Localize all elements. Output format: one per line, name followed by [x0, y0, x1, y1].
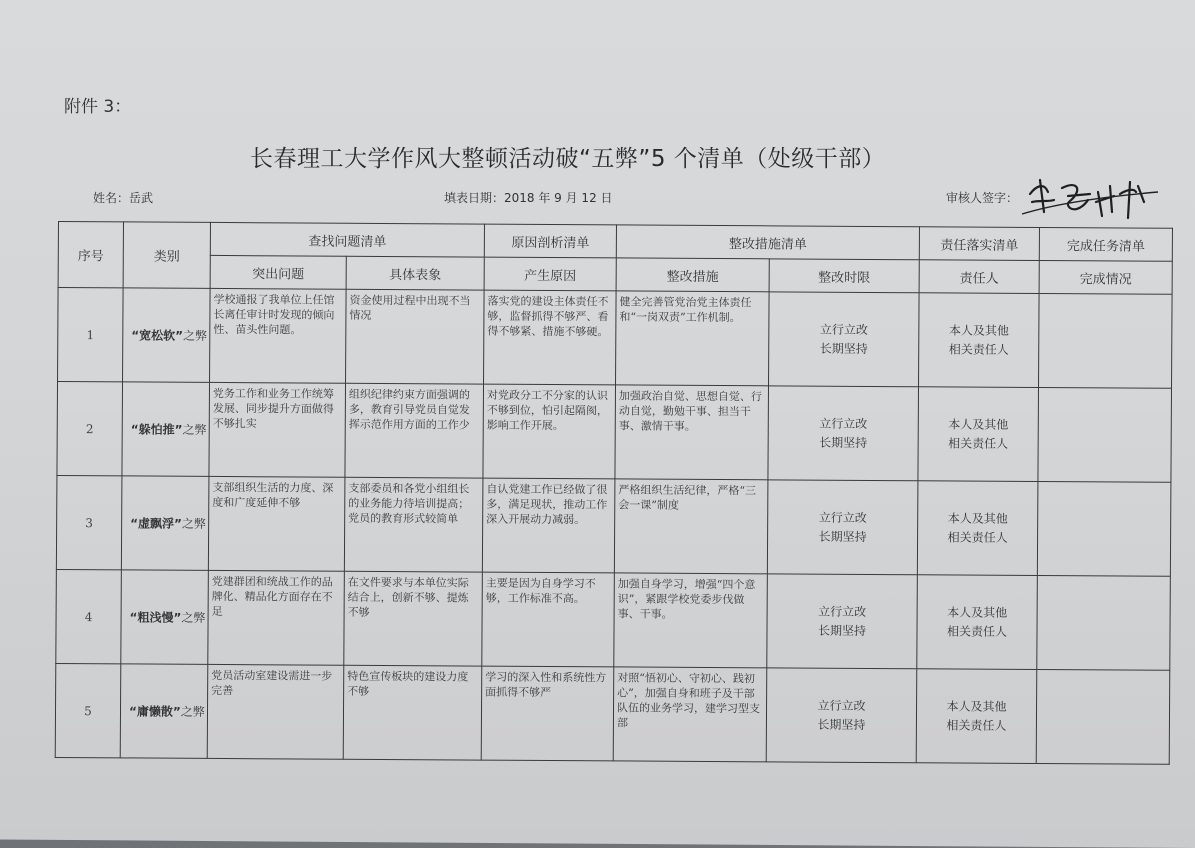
row-person — [916, 669, 1037, 764]
five-lists-table — [55, 221, 1173, 765]
header-group-done: 完成任务清单 — [1039, 227, 1172, 261]
row-issue: 党务工作和业务工作统筹发展、同步提升方面做得不够扎实 — [209, 382, 346, 477]
person-line-2: 相关责任人 — [948, 341, 1009, 357]
category-name: “虚飘浮” — [130, 515, 182, 531]
header-cause: 产生原因 — [484, 257, 616, 291]
deadline-line-2: 长期坚持 — [817, 623, 867, 638]
person-line-1: 本人及其他 — [947, 604, 1008, 620]
table-row — [55, 663, 1170, 764]
row-status — [1039, 293, 1173, 388]
person-line-2: 相关责任人 — [948, 435, 1009, 451]
deadline-line-1: 立行立改 — [819, 416, 868, 431]
header-symptom: 具体表象 — [346, 256, 484, 290]
row-symptom: 特色宣传板块的建设力度不够 — [343, 665, 482, 760]
row-deadline — [767, 480, 918, 575]
deadline-line-2: 长期坚持 — [817, 717, 866, 732]
name-label: 姓名：岳武 — [93, 191, 154, 205]
row-cause: 学习的深入性和系统性方面抓得不够严 — [481, 666, 614, 761]
category-name: “粗浅慢” — [129, 609, 182, 625]
deadline-line-1: 立行立改 — [819, 322, 868, 337]
category-suffix: 之弊 — [181, 516, 206, 531]
attachment-label: 附件 3： — [64, 97, 132, 117]
row-category — [121, 570, 209, 665]
document-title: 长春理工大学作风大整顿活动破“五弊”5 个清单（处级干部） — [250, 146, 886, 172]
category-suffix: 之弊 — [180, 704, 205, 719]
header-issue: 突出问题 — [210, 255, 346, 289]
header-seq: 序号 — [58, 222, 123, 288]
row-issue: 党建群团和统战工作的品牌化、精品化方面存在不足 — [208, 570, 345, 665]
row-symptom: 资金使用过程中出现不当情况 — [346, 289, 485, 384]
category-name: “庸懒散” — [128, 703, 181, 719]
person-line-2: 相关责任人 — [947, 529, 1008, 545]
deadline-line-1: 立行立改 — [817, 698, 866, 713]
row-person — [917, 481, 1038, 576]
row-cause: 落实党的建设主体责任不够，监督抓得不够严、看得不够紧、措施不够硬。 — [484, 290, 617, 385]
row-category — [121, 476, 209, 571]
row-deadline — [767, 574, 918, 669]
row-issue: 党员活动室建设需进一步完善 — [207, 664, 344, 759]
person-line-1: 本人及其他 — [946, 698, 1007, 714]
row-person — [918, 387, 1039, 482]
row-deadline — [768, 386, 919, 481]
handwritten-signature — [1018, 172, 1168, 227]
table-row — [57, 382, 1172, 483]
row-status — [1036, 669, 1170, 764]
category-suffix: 之弊 — [183, 328, 208, 343]
row-cause: 自认党建工作已经做了很多，满足现状，推动工作深入开展动力减弱。 — [482, 478, 615, 573]
row-measure: 加强政治自觉、思想自觉、行动自觉，勤勉干事、担当干事、激情干事。 — [615, 385, 769, 480]
deadline-line-2: 长期坚持 — [819, 341, 868, 356]
header-deadline: 整改时限 — [769, 259, 919, 293]
row-seq: 3 — [56, 475, 122, 569]
header-group-fix: 整改措施清单 — [616, 225, 919, 260]
header-status: 完成情况 — [1039, 260, 1172, 294]
person-line-1: 本人及其他 — [947, 510, 1008, 526]
person-line-2: 相关责任人 — [946, 623, 1008, 639]
deadline-line-2: 长期坚持 — [818, 529, 867, 544]
deadline-line-1: 立行立改 — [818, 510, 867, 525]
row-person — [917, 575, 1038, 670]
header-category: 类别 — [123, 222, 210, 289]
row-measure: 严格组织生活纪律，严格“三会一课”制度 — [614, 479, 768, 574]
header-measure: 整改措施 — [616, 258, 769, 292]
header-group-resp: 责任落实清单 — [919, 227, 1039, 261]
person-line-2: 相关责任人 — [946, 717, 1007, 733]
row-seq: 5 — [55, 663, 121, 757]
row-status — [1037, 481, 1171, 576]
row-measure: 加强自身学习，增强“四个意识”，紧跟学校党委步伐做事、干事。 — [614, 573, 768, 668]
category-suffix: 之弊 — [181, 610, 206, 625]
row-symptom: 支部委员和各党小组组长的业务能力待培训提高；党员的教育形式较简单 — [344, 477, 483, 572]
row-cause: 对党政分工不分家的认识不够到位，怕引起隔阂，影响工作开展。 — [483, 384, 616, 479]
row-status — [1038, 387, 1172, 482]
header-group-cause: 原因剖析清单 — [484, 224, 616, 258]
row-cause: 主要是因为自身学习不够，工作标准不高。 — [482, 572, 615, 667]
row-person — [919, 293, 1040, 388]
row-deadline — [766, 668, 917, 763]
person-line-1: 本人及其他 — [948, 416, 1009, 432]
table-row — [58, 288, 1173, 389]
header-person: 责任人 — [919, 260, 1039, 294]
person-line-1: 本人及其他 — [948, 322, 1009, 338]
row-measure: 对照“悟初心、守初心、践初心”，加强自身和班子及干部队伍的业务学习，建学习型支部 — [613, 667, 767, 762]
row-status — [1037, 575, 1171, 670]
header-group-find: 查找问题清单 — [210, 222, 484, 257]
row-symptom: 组织纪律约束方面强调的多，教育引导党员自觉发挥示范作用方面的工作少 — [345, 383, 484, 478]
row-category — [120, 664, 208, 759]
row-seq: 1 — [58, 288, 124, 382]
reviewer-label: 审核人签字： — [946, 191, 1019, 205]
row-seq: 2 — [57, 382, 123, 476]
row-measure: 健全完善管党治党主体责任和“一岗双责”工作机制。 — [616, 291, 770, 386]
row-category — [122, 382, 210, 477]
category-suffix: 之弊 — [182, 422, 207, 437]
category-name: “宽松软” — [131, 327, 184, 343]
row-issue: 学校通报了我单位上任馆长离任审计时发现的倾向性、苗头性问题。 — [210, 288, 347, 383]
table-row — [56, 475, 1171, 576]
category-name: “躲怕推” — [130, 421, 183, 437]
deadline-line-2: 长期坚持 — [819, 435, 868, 450]
row-issue: 支部组织生活的力度、深度和广度延伸不够 — [208, 476, 345, 571]
row-symptom: 在文件要求与本单位实际结合上，创新不够、提炼不够 — [344, 571, 483, 666]
deadline-line-1: 立行立改 — [818, 604, 867, 619]
row-category — [123, 288, 211, 383]
row-seq: 4 — [56, 569, 122, 663]
table-row — [56, 569, 1171, 670]
row-deadline — [769, 292, 920, 387]
date-label: 填表日期：2018 年 9 月 12 日 — [444, 191, 613, 205]
